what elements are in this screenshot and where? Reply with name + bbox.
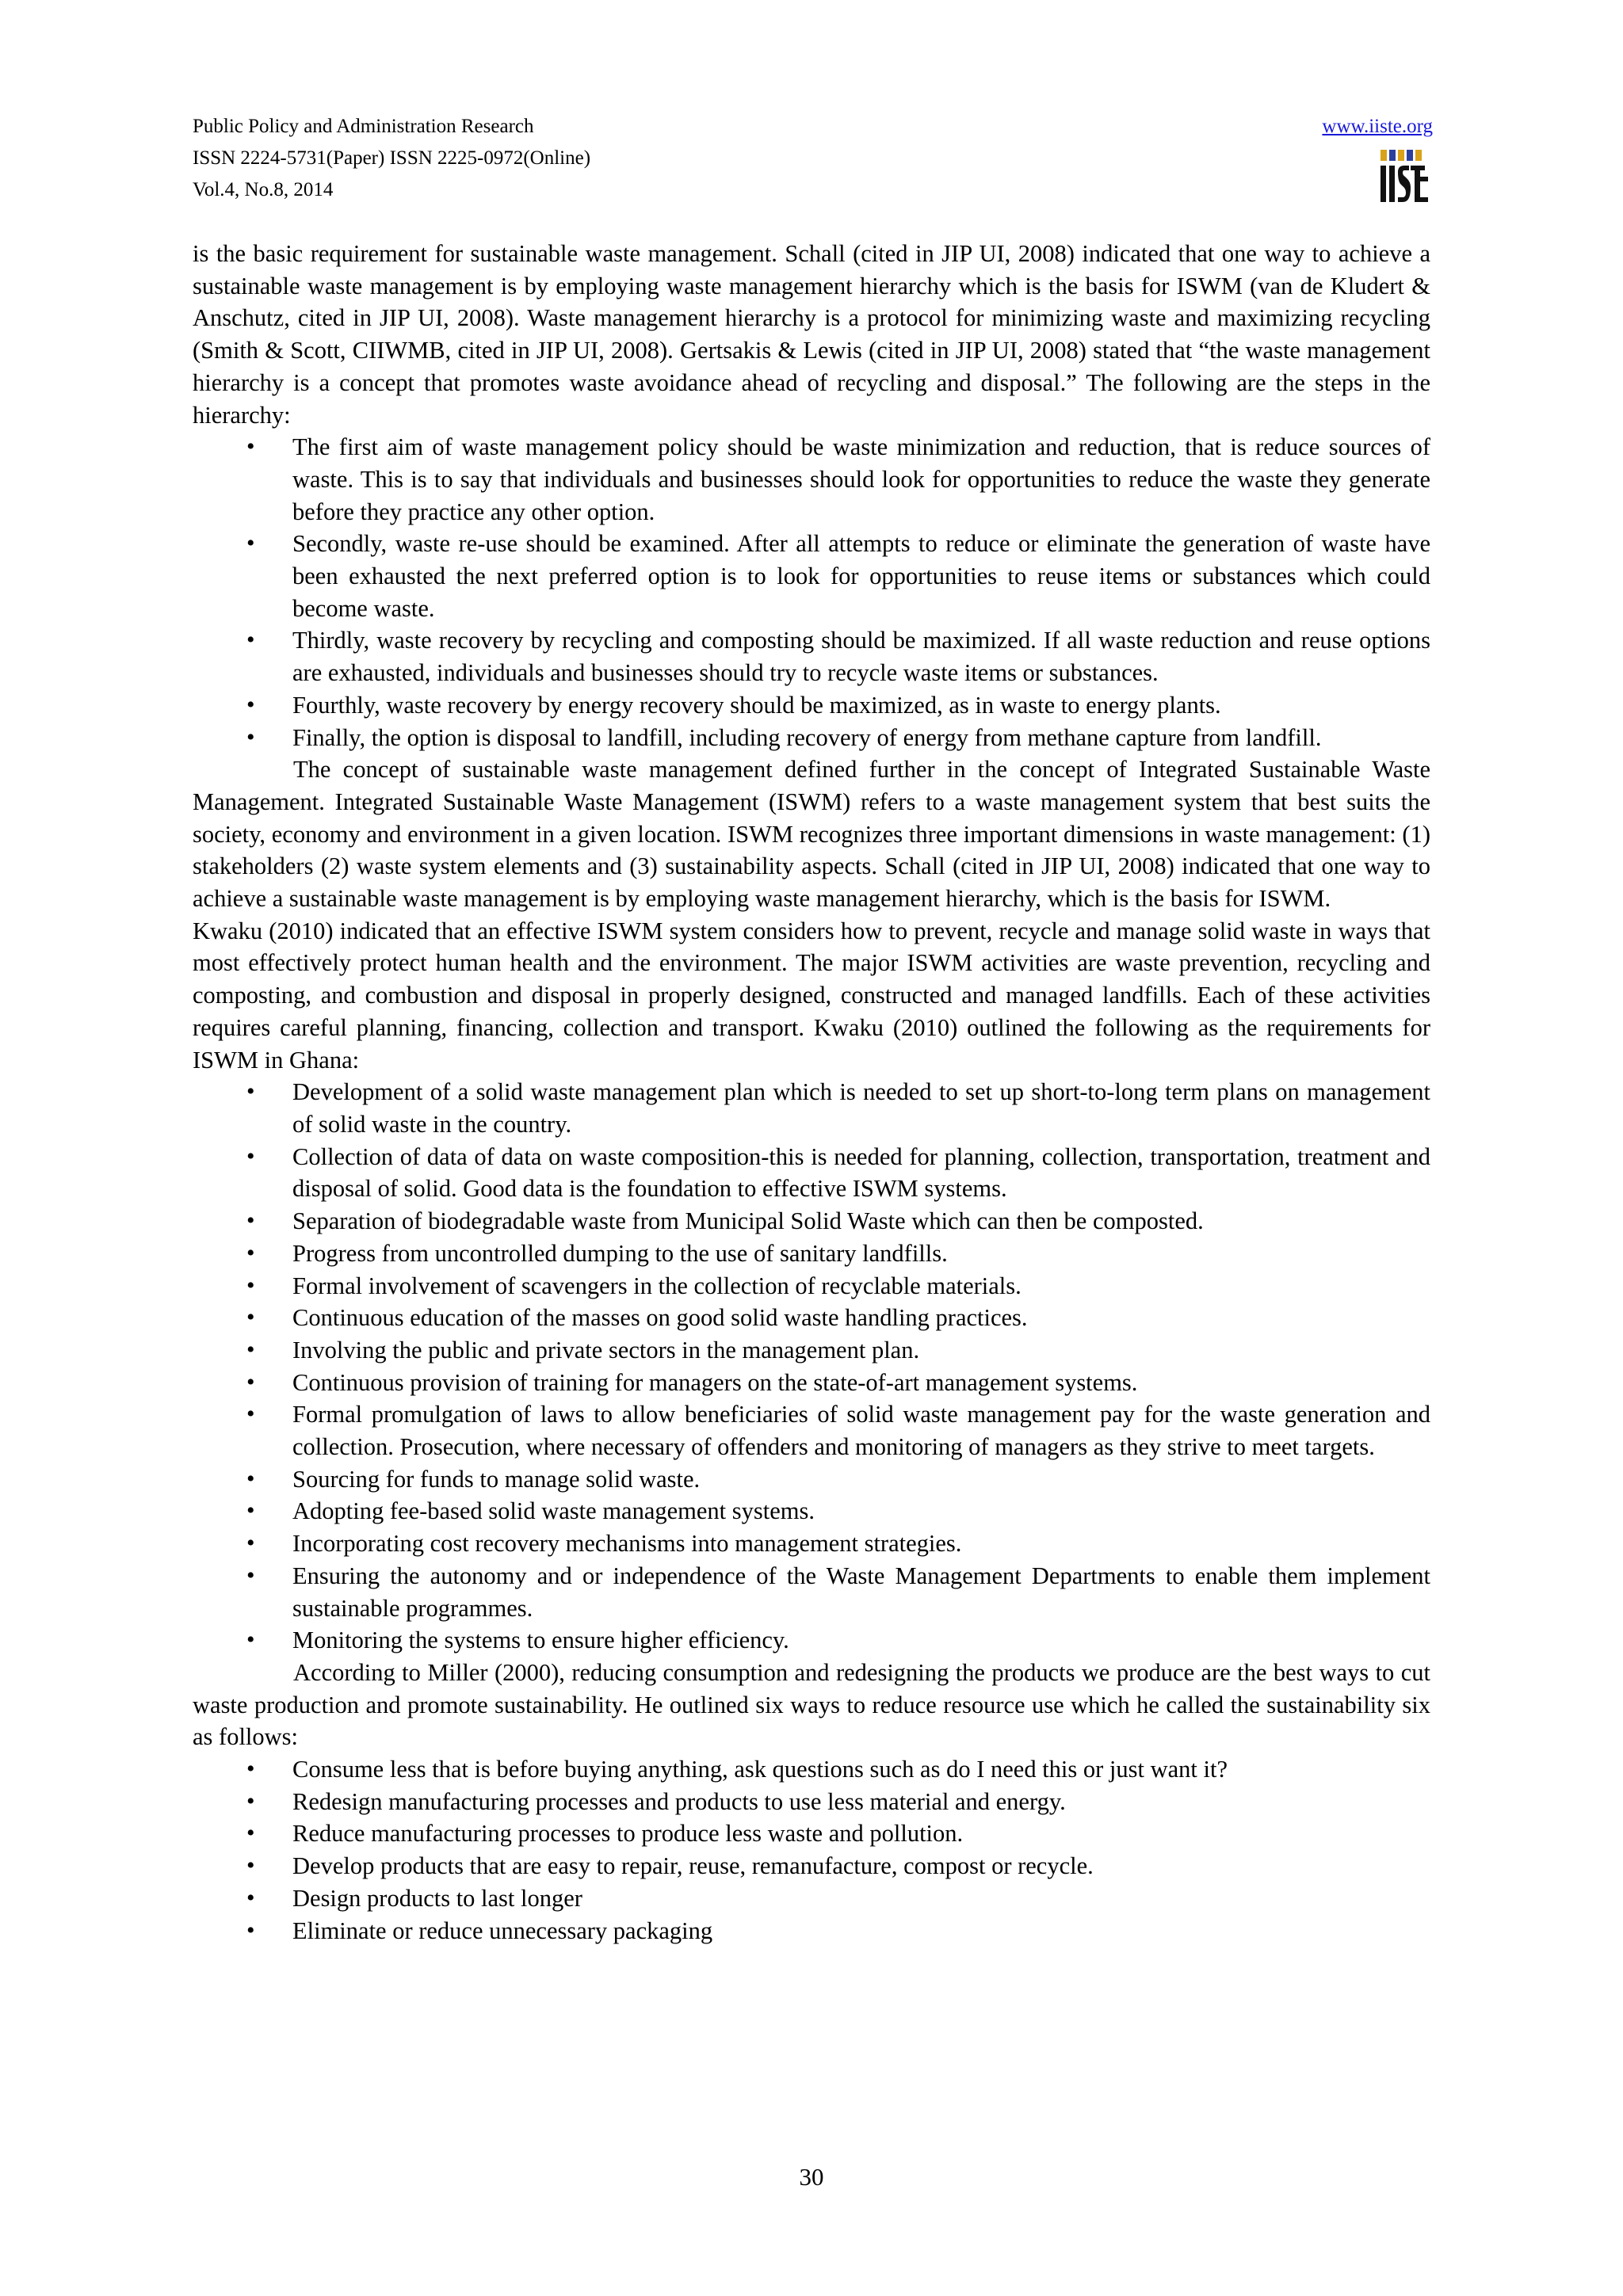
list-item-text: Redesign manufacturing processes and products to use less material and energy. bbox=[292, 1787, 1066, 1815]
sustainability-six-list bbox=[193, 1753, 1430, 1947]
list-item-text: Separation of biodegradable waste from Municipal Solid Waste which can then be composted. bbox=[292, 1207, 1204, 1235]
list-item-text: Involving the public and private sectors in the management plan. bbox=[292, 1336, 920, 1363]
list-item-text: Incorporating cost recovery mechanisms into management strategies. bbox=[292, 1530, 962, 1558]
list-item bbox=[193, 1463, 1430, 1496]
bullet-icon: • bbox=[246, 1497, 255, 1524]
list-item-text: Eliminate or reduce unnecessary packaging bbox=[292, 1917, 713, 1944]
list-item bbox=[193, 1076, 1430, 1140]
list-item bbox=[193, 1141, 1430, 1205]
list-item bbox=[193, 722, 1430, 754]
list-item-text: Develop products that are easy to repair, reuse, remanufacture, compost or recycle. bbox=[292, 1852, 1094, 1880]
list-item-text: Fourthly, waste recovery by energy recovery should be maximized, as in waste to energy plants. bbox=[292, 691, 1221, 719]
list-item-text: Monitoring the systems to ensure higher efficiency. bbox=[292, 1627, 789, 1654]
list-item-text: Finally, the option is disposal to landfill, including recovery of energy from methane capture from landfill. bbox=[292, 723, 1322, 751]
list-item bbox=[193, 528, 1430, 624]
iiste-logo bbox=[1379, 148, 1430, 205]
list-item-text: Thirdly, waste recovery by recycling and composting should be maximized. If all waste reduction and reuse options are exhausted, individuals and businesses should try to recycle waste items or substances. bbox=[292, 627, 1430, 687]
bullet-icon: • bbox=[246, 627, 255, 654]
journal-volume: Vol.4, No.8, 2014 bbox=[193, 179, 334, 200]
list-item bbox=[193, 1786, 1430, 1818]
list-item bbox=[193, 1238, 1430, 1270]
list-item bbox=[193, 1334, 1430, 1367]
bullet-icon: • bbox=[246, 1562, 255, 1589]
list-item bbox=[193, 1624, 1430, 1657]
journal-issn: ISSN 2224-5731(Paper) ISSN 2225-0972(Online) bbox=[193, 147, 591, 169]
bullet-icon: • bbox=[246, 1756, 255, 1783]
list-item bbox=[193, 1205, 1430, 1238]
bullet-icon: • bbox=[246, 1530, 255, 1557]
list-item bbox=[193, 1302, 1430, 1334]
list-item-text: Consume less that is before buying anything, ask questions such as do I need this or just want it? bbox=[292, 1756, 1228, 1783]
list-item bbox=[193, 1882, 1430, 1915]
list-item-text: Progress from uncontrolled dumping to the use of sanitary landfills. bbox=[292, 1239, 948, 1267]
list-item bbox=[193, 1527, 1430, 1560]
journal-title: Public Policy and Administration Research bbox=[193, 116, 534, 137]
bullet-icon: • bbox=[246, 1465, 255, 1492]
list-item-text: The first aim of waste management policy should be waste minimization and reduction, that is reduce sources of waste. This is to say that individuals and businesses should look for opportunities to reduce the waste they generate before they practice any other option. bbox=[292, 433, 1430, 525]
list-item bbox=[193, 1495, 1430, 1527]
list-item bbox=[193, 1270, 1430, 1302]
list-item-text: Adopting fee-based solid waste management systems. bbox=[292, 1497, 815, 1525]
bullet-icon: • bbox=[246, 1917, 255, 1943]
article-body bbox=[193, 238, 1430, 1947]
list-item bbox=[193, 1398, 1430, 1463]
bullet-icon: • bbox=[246, 1368, 255, 1395]
list-item bbox=[193, 1753, 1430, 1786]
bullet-icon: • bbox=[246, 1852, 255, 1879]
list-item-text: Continuous education of the masses on good solid waste handling practices. bbox=[292, 1304, 1028, 1332]
list-item bbox=[193, 1817, 1430, 1850]
list-item bbox=[193, 1560, 1430, 1624]
list-item bbox=[193, 1367, 1430, 1399]
paragraph-kwaku: Kwaku (2010) indicated that an effective ISWM system considers how to prevent, recycle and manage solid waste in ways that most effectively protect human health and the environment. The major ISWM activities are waste prevention, recycling and composting, and combustion and disposal in properly designed, constructed and managed landfills. Each of these activities requires careful planning, financing, collection and transport. Kwaku (2010) outlined the following as the requirements for ISWM in Ghana: bbox=[193, 917, 1430, 1074]
list-item bbox=[193, 1850, 1430, 1882]
list-item bbox=[193, 1915, 1430, 1947]
list-item-text: Collection of data of data on waste composition-this is needed for planning, collection, transportation, treatment and disposal of solid. Good data is the foundation to effective ISWM systems. bbox=[292, 1142, 1430, 1203]
list-item-text: Secondly, waste re-use should be examined. After all attempts to reduce or eliminate the generation of waste have been exhausted the next preferred option is to look for opportunities to reuse items or substances which could become waste. bbox=[292, 530, 1430, 622]
bullet-icon: • bbox=[246, 1884, 255, 1911]
bullet-icon: • bbox=[246, 433, 255, 460]
iswm-requirements-list bbox=[193, 1076, 1430, 1657]
journal-header bbox=[193, 111, 590, 206]
bullet-icon: • bbox=[246, 691, 255, 718]
list-item-text: Development of a solid waste management plan which is needed to set up short-to-long term plans on management of solid waste in the country. bbox=[292, 1078, 1430, 1138]
paragraph-hierarchy-intro: is the basic requirement for sustainable waste management. Schall (cited in JIP UI, 2008) indicated that one way to achieve a sustainable waste management is by employing waste management hierarchy which is the basis for ISWM (van de Kludert & Anschutz, cited in JIP UI, 2008). Waste management hierarchy is a protocol for minimizing waste and maximizing recycling (Smith & Scott, CIIWMB, cited in JIP UI, 2008). Gertsakis & Lewis (cited in JIP UI, 2008) stated that “the waste management hierarchy is a concept that promotes waste avoidance ahead of recycling and disposal.” The following are the steps in the hierarchy: bbox=[193, 240, 1430, 429]
bullet-icon: • bbox=[246, 1787, 255, 1814]
list-item-text: Reduce manufacturing processes to produce less waste and pollution. bbox=[292, 1820, 964, 1848]
list-item-text: Formal promulgation of laws to allow beneficiaries of solid waste management pay for the waste generation and collection. Prosecution, where necessary of offenders and monitoring of managers as they strive to meet targets. bbox=[292, 1401, 1430, 1461]
paragraph-iswm-concept: The concept of sustainable waste management defined further in the concept of Integrated Sustainable Waste Management. Integrated Sustainable Waste Management (ISWM) refers to a waste management system that best suits the society, economy and environment in a given location. ISWM recognizes three important dimensions in waste management: (1) stakeholders (2) waste system elements and (3) sustainability aspects. Schall (cited in JIP UI, 2008) indicated that one way to achieve a sustainable waste management is by employing waste management hierarchy, which is the basis for ISWM. bbox=[193, 756, 1430, 913]
list-item-text: Ensuring the autonomy and or independence of the Waste Management Departments to enable them implement sustainable programmes. bbox=[292, 1562, 1430, 1622]
page-number: 30 bbox=[799, 2163, 824, 2191]
bullet-icon: • bbox=[246, 1272, 255, 1299]
hierarchy-steps-list bbox=[193, 431, 1430, 753]
bullet-icon: • bbox=[246, 530, 255, 557]
list-item bbox=[193, 689, 1430, 722]
list-item bbox=[193, 431, 1430, 528]
bullet-icon: • bbox=[246, 1239, 255, 1266]
bullet-icon: • bbox=[246, 1142, 255, 1169]
bullet-icon: • bbox=[246, 1078, 255, 1105]
bullet-icon: • bbox=[246, 1820, 255, 1847]
list-item-text: Design products to last longer bbox=[292, 1884, 582, 1912]
bullet-icon: • bbox=[246, 1304, 255, 1331]
list-item-text: Formal involvement of scavengers in the collection of recyclable materials. bbox=[292, 1272, 1022, 1299]
list-item-text: Sourcing for funds to manage solid waste. bbox=[292, 1465, 701, 1493]
website-link[interactable]: www.iiste.org bbox=[1322, 116, 1433, 137]
paragraph-miller: According to Miller (2000), reducing consumption and redesigning the products we produce are the best ways to cut waste production and promote sustainability. He outlined six ways to reduce resource use which he called the sustainability six as follows: bbox=[193, 1658, 1430, 1751]
list-item-text: Continuous provision of training for managers on the state-of-art management systems. bbox=[292, 1368, 1138, 1396]
bullet-icon: • bbox=[246, 1336, 255, 1363]
bullet-icon: • bbox=[246, 723, 255, 750]
bullet-icon: • bbox=[246, 1207, 255, 1234]
bullet-icon: • bbox=[246, 1627, 255, 1653]
list-item bbox=[193, 624, 1430, 688]
bullet-icon: • bbox=[246, 1401, 255, 1428]
